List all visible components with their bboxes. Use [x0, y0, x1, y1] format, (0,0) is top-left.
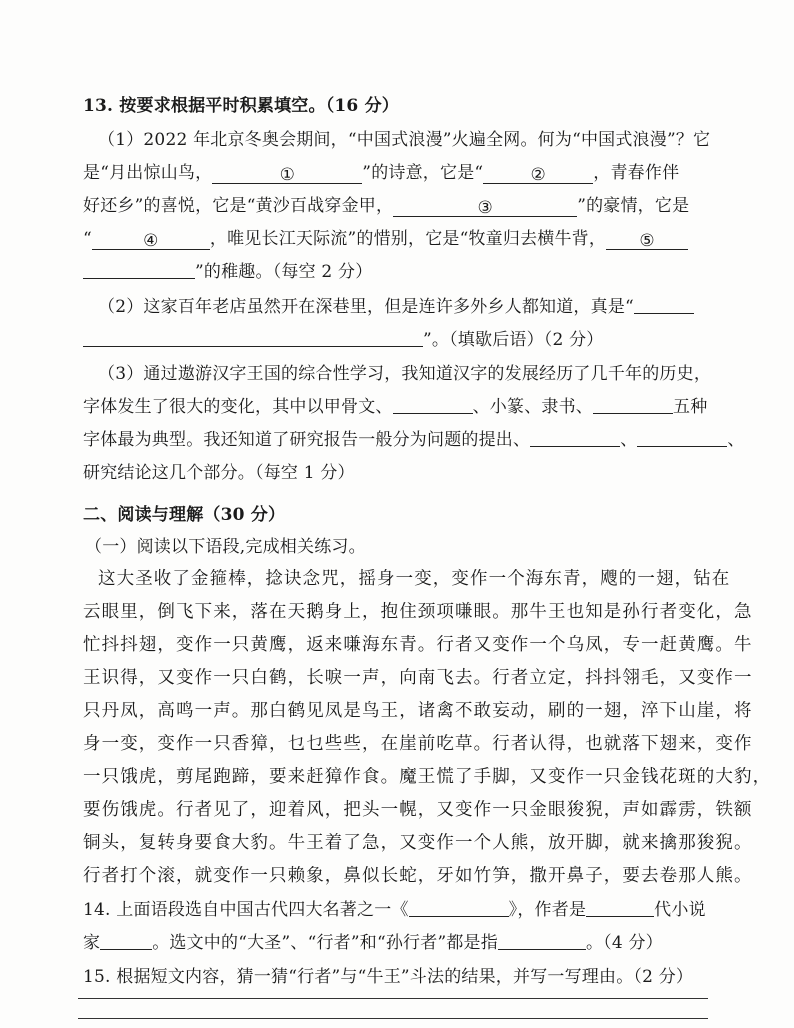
q14-line2 [83, 931, 723, 955]
q13-p3-text: 五种 [673, 397, 708, 417]
blank-3[interactable]: ③ [393, 198, 577, 217]
passage-line: 王识得，又变作一只白鹤，长唳一声，向南飞去。行者立定，抖抖翎毛，又变作一 [83, 668, 753, 688]
q14-text: 14. 上面语段选自中国古代四大名著之一《 [83, 900, 409, 920]
q13-p3-text: 、 [727, 430, 745, 450]
q13-p1-line1: （1）2022 年北京冬奥会期间，“中国式浪漫”火遍全网。何为“中国式浪漫”？它 [98, 130, 711, 150]
blank-character[interactable] [498, 931, 586, 950]
q13-p3-line4: 研究结论这几个部分。（每空 1 分） [83, 463, 355, 483]
passage-line: 只丹凤，高鸣一声。那白鹤见凤是鸟王，诸禽不敢妄动，刷的一翅，淬下山崖，将 [83, 701, 753, 721]
q13-p1-text: 是“月出惊山鸟， [83, 163, 213, 183]
passage-line: 行者打个滚，就变作一只赖象，鼻似长蛇，牙如竹笋，撒开鼻子，要去卷那人熊。 [83, 866, 753, 886]
blank-report-1[interactable] [530, 428, 620, 447]
section2-sub-title: （一）阅读以下语段,完成相关练习。 [85, 537, 366, 557]
q13-p3-text: 、小篆、隶书、 [472, 397, 594, 417]
q14-text: 家 [83, 933, 101, 953]
q13-p2-line1 [98, 295, 723, 319]
q13-p2-text: （2）这家百年老店虽然开在深巷里，但是连许多外乡人都知道，真是“ [98, 297, 634, 317]
passage-line: 云眼里，倒飞下来，落在天鹅身上，抱住颈项嗛眼。那牛王也知是孙行者变化，急 [83, 602, 753, 622]
blank-book-title[interactable] [409, 898, 509, 917]
q13-p3-text: 、 [620, 430, 638, 450]
q15-line1: 15. 根据短文内容，猜一猜“行者”与“牛王”斗法的结果，并写一写理由。（2 分） [83, 967, 694, 987]
blank-dynasty[interactable] [586, 898, 654, 917]
blank-2[interactable]: ② [483, 165, 593, 184]
blank-5-continued[interactable] [83, 260, 195, 279]
q13-p1-line2 [83, 161, 723, 185]
q13-p1-line5 [83, 260, 723, 284]
blank-idiom-continued[interactable] [83, 328, 423, 347]
q14-text: 代小说 [654, 900, 706, 920]
answer-line[interactable] [78, 1018, 708, 1019]
blank-5[interactable]: ⑤ [606, 231, 688, 250]
blank-script-2[interactable] [593, 395, 673, 414]
q14-text: 。选文中的“大圣”、“行者”和“孙行者”都是指 [152, 933, 498, 953]
blank-4[interactable]: ④ [92, 231, 210, 250]
blank-1[interactable]: ① [212, 165, 362, 184]
blank-report-2[interactable] [637, 428, 727, 447]
passage-line: 这大圣收了金箍棒，捻诀念咒，摇身一变，变作一个海东青，飕的一翅，钻在 [98, 569, 731, 589]
blank-script-1[interactable] [393, 395, 473, 414]
blank-idiom[interactable] [634, 295, 694, 314]
blank-author[interactable] [100, 931, 152, 950]
q13-p1-text: ”的豪情，它是 [577, 196, 690, 216]
q14-text: 。（4 分） [585, 933, 663, 953]
q13-p3-text: 字体最为典型。我还知道了研究报告一般分为问题的提出、 [83, 430, 531, 450]
q13-p2-line2 [83, 328, 723, 352]
passage-line: 忙抖抖翅，变作一只黄鹰，返来嗛海东青。行者又变作一个乌凤，专一赶黄鹰。牛 [83, 635, 753, 655]
q13-p1-text: “ [83, 229, 92, 249]
q13-p1-text: ”的诗意，它是“ [362, 163, 484, 183]
passage-line: 一只饿虎，剪尾跑蹄，要来赶獐作食。魔王慌了手脚，又变作一只金钱花斑的大豹， [83, 767, 772, 787]
q13-p1-text: ”的稚趣。（每空 2 分） [195, 262, 373, 282]
q13-p1-text: ，唯见长江天际流”的惜别，它是“牧童归去横牛背， [209, 229, 607, 249]
q13-p1-text: 好还乡”的喜悦，它是“黄沙百战穿金甲， [83, 196, 394, 216]
q14-text: 》，作者是 [508, 900, 587, 920]
q13-title: 13. 按要求根据平时积累填空。（16 分） [83, 96, 399, 116]
q13-p2-text: ”。（填歇后语）（2 分） [423, 330, 604, 350]
q13-p3-line2 [83, 395, 723, 419]
passage-line: 身一变，变作一只香獐，乜乜些些，在崖前吃草。行者认得，也就落下翅来，变作 [83, 734, 753, 754]
q13-p1-line4 [83, 227, 723, 251]
section2-title: 二、阅读与理解（30 分） [83, 505, 286, 525]
q13-p1-text: ，青春作伴 [593, 163, 680, 183]
passage-line: 铜头，复转身要食大豹。牛王着了急，又变作一个人熊，放开脚，就来擒那狻猊。 [83, 833, 753, 853]
q13-p3-line1: （3）通过遨游汉字王国的综合性学习，我知道汉字的发展经历了几千年的历史， [98, 364, 712, 384]
q13-p3-text: 字体发生了很大的变化，其中以甲骨文、 [83, 397, 393, 417]
answer-line[interactable] [78, 998, 708, 999]
q13-p3-line3 [83, 428, 745, 452]
q14-line1 [83, 898, 723, 922]
q13-p1-line3 [83, 194, 723, 218]
passage-line: 要伤饿虎。行者见了，迎着风，把头一幌，又变作一只金眼狻猊，声如霹雳，铁额 [83, 800, 753, 820]
